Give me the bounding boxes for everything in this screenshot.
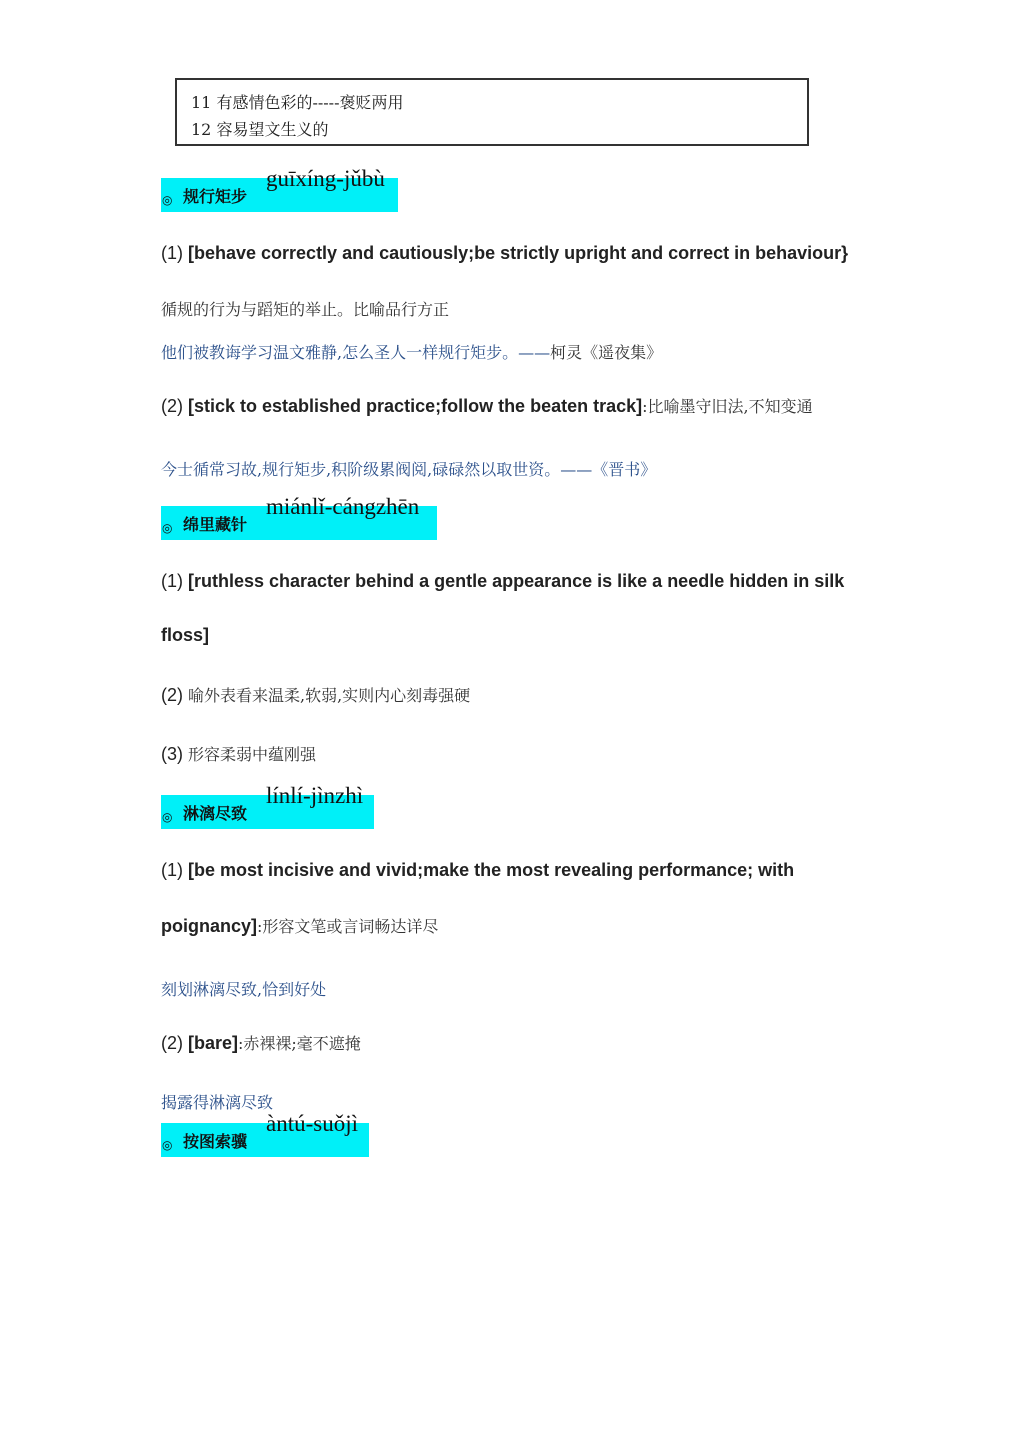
example-sentence: 刻划淋漓尽致,恰到好处	[161, 980, 327, 999]
sense-1	[161, 860, 794, 881]
sense-2	[161, 683, 470, 706]
sense-english: floss]	[161, 625, 210, 645]
sense-number: (3)	[161, 744, 188, 764]
bullet-icon: ◎	[162, 521, 173, 535]
note-line-11: 11 有感情色彩的-----褒贬两用	[191, 93, 404, 112]
sense-3	[161, 742, 316, 765]
sense-chinese: :比喻墨守旧法,不知变通	[642, 397, 813, 416]
sense-chinese: :赤裸裸;毫不遮掩	[238, 1034, 361, 1053]
sense-english: [stick to established practice;follow the beaten track]	[188, 396, 643, 416]
sense-2	[161, 394, 813, 417]
bullet-icon: ◎	[162, 1138, 173, 1152]
note-line-12: 12 容易望文生义的	[191, 120, 329, 139]
sense-english: [behave correctly and cautiously;be strictly upright and correct in behaviour}	[188, 243, 849, 263]
entry-heading-antu-suoji	[161, 1111, 369, 1157]
sense-1-continued	[161, 625, 209, 646]
sense-english: poignancy]	[161, 916, 258, 936]
sense-number: (1)	[161, 571, 188, 591]
sense-english: [be most incisive and vivid;make the most revealing performance; with	[188, 860, 795, 880]
bullet-icon: ◎	[162, 193, 173, 207]
entry-pinyin: miánlǐ-cángzhēn	[266, 494, 420, 519]
sense-1-continued	[161, 914, 438, 937]
definition: 循规的行为与蹈矩的举止。比喻品行方正	[161, 300, 450, 319]
entry-pinyin: línlí-jìnzhì	[266, 783, 364, 808]
sense-chinese: 喻外表看来温柔,软弱,实则内心刻毒强硬	[188, 686, 471, 705]
sense-number: (1)	[161, 860, 188, 880]
sense-number: (2)	[161, 1033, 188, 1053]
sense-number: (1)	[161, 243, 188, 263]
example-sentence: 今士循常习故,规行矩步,积阶级累阀阅,碌碌然以取世资。——《晋书》	[161, 460, 657, 479]
entry-word: 按图索骥	[183, 1132, 248, 1151]
sense-english: [ruthless character behind a gentle appearance is like a needle hidden in silk	[188, 571, 845, 591]
bullet-icon: ◎	[162, 810, 173, 824]
sense-english: [bare]	[188, 1033, 239, 1053]
example-sentence	[161, 340, 662, 363]
sense-1	[161, 571, 844, 592]
sense-chinese: 形容柔弱中蕴刚强	[188, 745, 317, 764]
example-text: 他们被教诲学习温文雅静,怎么圣人一样规行矩步。——	[161, 343, 551, 362]
example-source: 柯灵《遥夜集》	[550, 343, 663, 362]
entry-word: 淋漓尽致	[183, 804, 248, 823]
entry-heading-guixing-jubu	[161, 166, 398, 212]
entry-pinyin: guīxíng-jǔbù	[266, 166, 385, 191]
entry-pinyin: àntú-suǒjì	[266, 1111, 358, 1136]
entry-heading-mianli-cangzhen	[161, 494, 437, 540]
sense-1	[161, 243, 848, 264]
example-sentence: 揭露得淋漓尽致	[161, 1093, 274, 1112]
notes-box	[175, 78, 809, 146]
sense-2	[161, 1031, 361, 1054]
sense-chinese: :形容文笔或言词畅达详尽	[257, 917, 439, 936]
entry-word: 规行矩步	[183, 187, 248, 206]
sense-number: (2)	[161, 685, 188, 705]
sense-number: (2)	[161, 396, 188, 416]
entry-word: 绵里藏针	[183, 515, 248, 534]
entry-heading-linli-jinzhi	[161, 783, 374, 829]
